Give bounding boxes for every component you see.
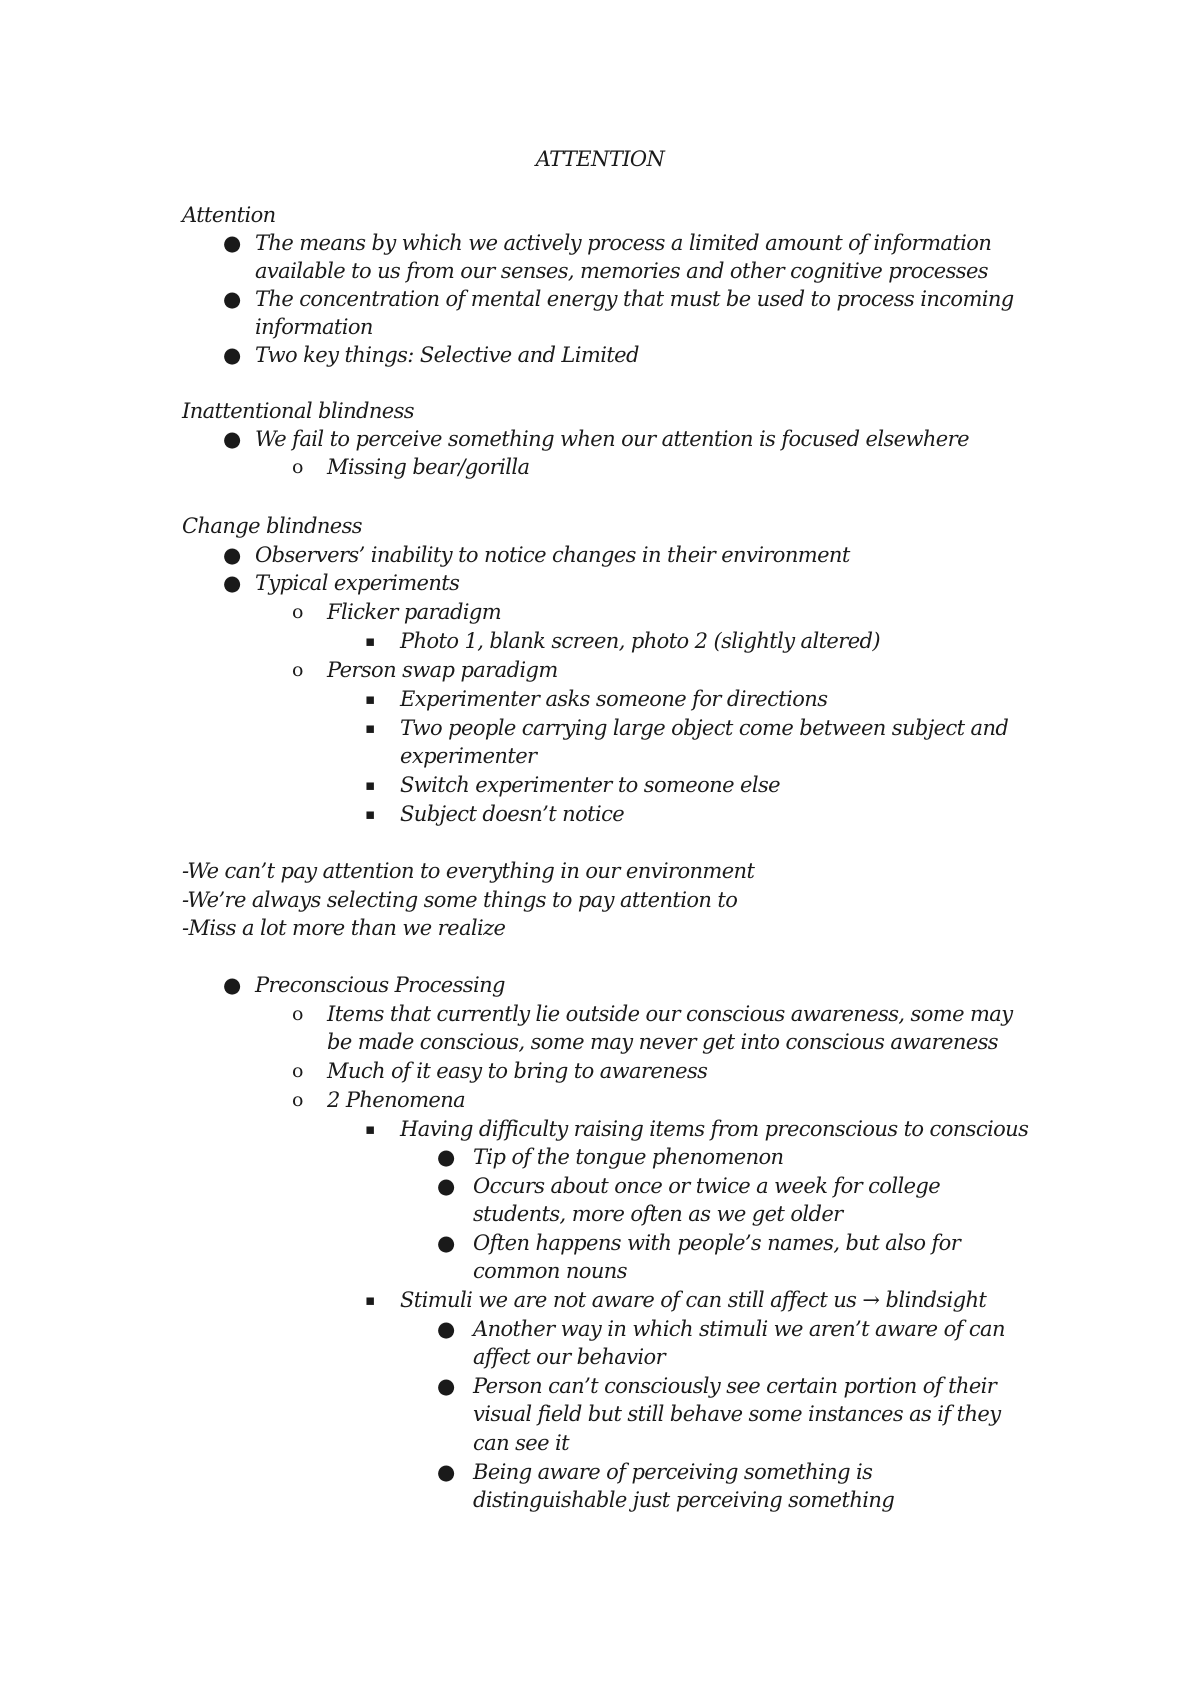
square-bullet-icon: ▪ (365, 719, 375, 737)
bullet-icon: ● (223, 231, 241, 255)
bullet-icon: ● (437, 1145, 455, 1169)
bullet-icon: ● (437, 1231, 455, 1255)
square-bullet-icon: ▪ (365, 690, 375, 708)
list-item: Stimuli we are not aware of can still affect us → blindsight (400, 1288, 987, 1312)
square-bullet-icon: ▪ (365, 805, 375, 823)
list-item-continuation: can see it (473, 1431, 569, 1455)
bullet-icon: ● (223, 571, 241, 595)
list-item-continuation: common nouns (473, 1259, 627, 1283)
bullet-icon: ● (437, 1460, 455, 1484)
section-heading-attention: Attention (182, 203, 276, 227)
square-bullet-icon: ▪ (365, 1120, 375, 1138)
square-bullet-icon: ▪ (365, 1291, 375, 1309)
list-item-continuation: visual field but still behave some instances as if they (473, 1402, 1001, 1426)
bullet-icon: ● (223, 427, 241, 451)
bullet-icon: ● (437, 1374, 455, 1398)
section-heading-change: Change blindness (182, 514, 362, 538)
list-item: Having difficulty raising items from preconscious to conscious (400, 1117, 1029, 1141)
list-item-continuation: available to us from our senses, memories and other cognitive processes (255, 259, 988, 283)
list-item: Experimenter asks someone for directions (400, 687, 828, 711)
circle-bullet-icon: o (292, 601, 303, 623)
page-title: ATTENTION (535, 147, 665, 171)
list-item: The concentration of mental energy that must be used to process incoming (255, 287, 1014, 311)
list-item: Another way in which stimuli we aren’t aware of can (473, 1317, 1005, 1341)
list-item: Photo 1, blank screen, photo 2 (slightly altered) (400, 629, 880, 653)
list-item: Flicker paradigm (327, 600, 502, 624)
bullet-icon: ● (437, 1174, 455, 1198)
list-item: Tip of the tongue phenomenon (473, 1145, 784, 1169)
list-item: Being aware of perceiving something is (473, 1460, 873, 1484)
list-item: Two key things: Selective and Limited (255, 343, 639, 367)
list-item-continuation: distinguishable just perceiving something (473, 1488, 895, 1512)
circle-bullet-icon: o (292, 1003, 303, 1025)
bullet-icon: ● (437, 1317, 455, 1341)
list-item-continuation: be made conscious, some may never get into conscious awareness (327, 1030, 998, 1054)
list-item: Switch experimenter to someone else (400, 773, 780, 797)
bullet-icon: ● (223, 343, 241, 367)
note-line: -We can’t pay attention to everything in our environment (182, 859, 755, 883)
circle-bullet-icon: o (292, 1089, 303, 1111)
list-item-continuation: students, more often as we get older (473, 1202, 843, 1226)
list-item: 2 Phenomena (327, 1088, 466, 1112)
list-item: Two people carrying large object come between subject and (400, 716, 1009, 740)
list-item: Subject doesn’t notice (400, 802, 625, 826)
list-item: The means by which we actively process a limited amount of information (255, 231, 992, 255)
list-item: Missing bear/gorilla (327, 455, 530, 479)
list-item: Occurs about once or twice a week for college (473, 1174, 941, 1198)
list-item-continuation: experimenter (400, 744, 537, 768)
list-item: Items that currently lie outside our conscious awareness, some may (327, 1002, 1013, 1026)
list-item-continuation: information (255, 315, 373, 339)
list-item: Often happens with people’s names, but also for (473, 1231, 961, 1255)
list-item: Typical experiments (255, 571, 460, 595)
circle-bullet-icon: o (292, 1060, 303, 1082)
list-item: We fail to perceive something when our attention is focused elsewhere (255, 427, 969, 451)
bullet-icon: ● (223, 973, 241, 997)
list-item-continuation: affect our behavior (473, 1345, 666, 1369)
square-bullet-icon: ▪ (365, 632, 375, 650)
list-item: Preconscious Processing (255, 973, 505, 997)
list-item: Observers’ inability to notice changes in their environment (255, 543, 850, 567)
note-line: -We’re always selecting some things to pay attention to (182, 888, 738, 912)
list-item: Person swap paradigm (327, 658, 558, 682)
square-bullet-icon: ▪ (365, 776, 375, 794)
section-heading-inattentional: Inattentional blindness (182, 399, 414, 423)
list-item: Much of it easy to bring to awareness (327, 1059, 708, 1083)
note-line: -Miss a lot more than we realize (182, 916, 506, 940)
circle-bullet-icon: o (292, 659, 303, 681)
bullet-icon: ● (223, 543, 241, 567)
bullet-icon: ● (223, 287, 241, 311)
list-item: Person can’t consciously see certain portion of their (473, 1374, 997, 1398)
circle-bullet-icon: o (292, 456, 303, 478)
